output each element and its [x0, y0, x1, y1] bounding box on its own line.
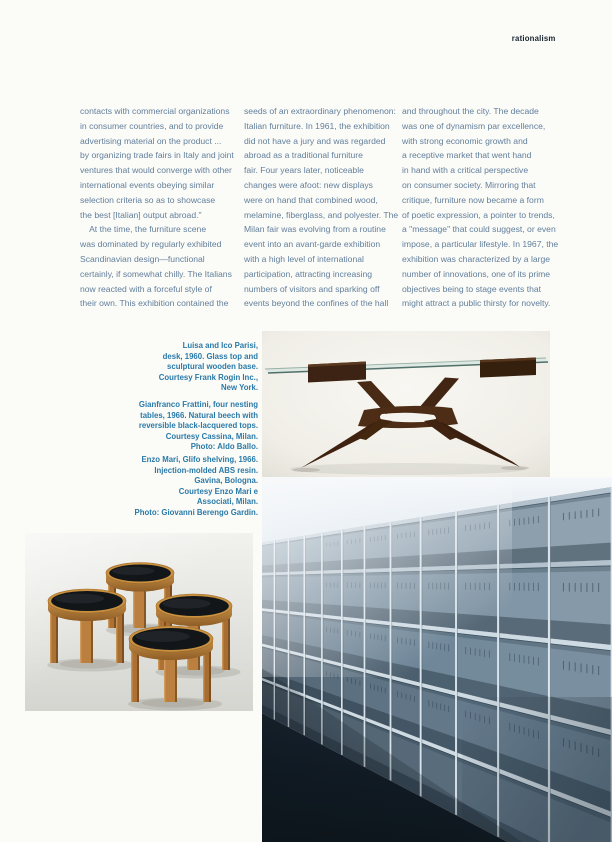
text-line: critique, furniture now became a form: [402, 194, 544, 205]
article-column-1: [80, 104, 234, 311]
text-line: event into an avant-garde exhibition: [244, 239, 381, 250]
text-line: sculptural wooden base.: [167, 362, 258, 371]
text-line: Luisa and Ico Parisi,: [182, 341, 258, 350]
shelving-photo: [262, 477, 612, 842]
text-line: their own. This exhibition contained the: [80, 298, 229, 309]
text-line: tables, 1966. Natural beech with: [140, 410, 258, 420]
text-line: Courtesy Cassina, Milan.: [165, 431, 258, 441]
text-line: desk, 1960. Glass top and: [162, 351, 258, 361]
text-line: contacts with commercial organizations: [80, 106, 230, 116]
text-line: numbers of visitors and sparking off: [244, 283, 380, 294]
shelving-art: [262, 477, 612, 842]
text-line: in consumer countries, and to provide: [80, 120, 224, 131]
text-line: At the time, the furniture scene: [80, 224, 207, 235]
text-line: international events obeying similar: [80, 179, 215, 190]
desk-photo: [262, 331, 550, 477]
text-line: did not have a jury and was regarded: [244, 135, 386, 146]
text-line: with a high level of international: [244, 253, 364, 264]
text-line: by organizing trade fairs in Italy and joint: [80, 150, 234, 161]
text-line: number of innovations, one of its prime: [402, 268, 551, 279]
text-line: changes were afoot: new displays: [244, 179, 373, 190]
text-line: fair. Four years later, noticeable: [244, 165, 364, 176]
text-line: exhibition was characterized by a large: [402, 253, 551, 264]
text-line: New York.: [221, 383, 258, 392]
text-line: events beyond the confines of the hall: [244, 298, 389, 309]
text-line: Gavina, Bologna.: [194, 476, 258, 485]
text-line: abroad as a traditional furniture: [244, 150, 363, 161]
text-line: Milan fair was evolving from a routine: [244, 224, 386, 235]
text-line: Scandinavian design—functional: [80, 253, 205, 264]
text-line: now reacted with a forceful style of: [80, 283, 212, 294]
caption-nesting-tables: [116, 400, 258, 453]
text-line: impose, a particular lifestyle. In 1967, the: [402, 239, 559, 250]
text-line: Injection-molded ABS resin.: [154, 465, 258, 475]
text-line: reversible black-lacquered tops.: [138, 421, 258, 430]
article-column-3: [402, 104, 559, 311]
text-line: Courtesy Enzo Mari e: [178, 486, 258, 496]
text-line: Courtesy Frank Rogin Inc.,: [158, 372, 258, 382]
text-line: on consumer society. Mirroring that: [402, 179, 536, 190]
text-line: Italian furniture. In 1961, the exhibition: [244, 120, 390, 131]
text-line: Photo: Giovanni Berengo Gardin.: [134, 507, 258, 517]
text-line: of poetic expression, a pointer to trends,: [402, 209, 555, 220]
text-line: advertising material on the product ...: [80, 135, 222, 146]
text-line: selection criteria so as to showcase: [80, 194, 216, 205]
text-line: objectives being to stage events that: [402, 283, 542, 294]
section-tag: rationalism: [512, 33, 556, 43]
text-line: Gianfranco Frattini, four nesting: [138, 400, 258, 409]
article-column-2: [244, 104, 399, 311]
text-line: a receptive market that went hand: [402, 150, 532, 161]
text-line: a "message" that could suggest, or even: [402, 224, 556, 235]
text-line: the best [Italian] output abroad.": [80, 209, 202, 220]
desk-photo-art: [262, 331, 550, 477]
text-line: Associati, Milan.: [196, 497, 258, 506]
text-line: and throughout the city. The decade: [402, 106, 539, 116]
text-line: ventures that would converge with other: [80, 165, 232, 176]
text-line: might attract a public thirsty for novelty.: [402, 298, 551, 309]
text-line: in hand with a critical perspective: [402, 165, 529, 176]
text-line: were on hand that combined wood,: [244, 194, 378, 205]
text-line: certainly, if somewhat chilly. The Italians: [80, 268, 232, 279]
text-line: was one of dynamism par excellence,: [402, 120, 546, 131]
text-line: was dominated by regularly exhibited: [80, 239, 222, 250]
nesting-tables-art: [25, 533, 253, 711]
text-line: with strong economic growth and: [402, 135, 528, 146]
nesting-tables-photo: [25, 533, 253, 711]
text-line: seeds of an extraordinary phenomenon:: [244, 106, 396, 116]
text-line: Photo: Aldo Ballo.: [190, 442, 258, 451]
caption-shelving: [116, 455, 258, 518]
text-line: Enzo Mari, Glifo shelving, 1966.: [141, 455, 258, 464]
text-line: participation, attracting increasing: [244, 268, 373, 279]
caption-desk: [116, 341, 258, 394]
text-line: melamine, fiberglass, and polyester. The: [244, 209, 399, 220]
